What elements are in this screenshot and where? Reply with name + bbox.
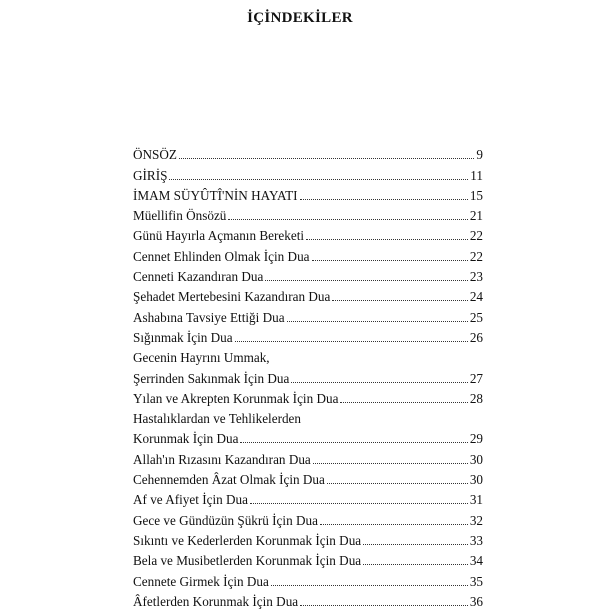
dot-leader <box>327 471 468 484</box>
toc-entry-title: Hastalıklardan ve Tehlikelerden <box>133 411 302 427</box>
toc-entry-title: Sıkıntı ve Kederlerden Korunmak İçin Dua <box>133 532 362 548</box>
toc-entry <box>133 143 483 163</box>
dot-leader <box>235 329 468 342</box>
toc-entry-title: Cennete Girmek İçin Dua <box>133 573 269 589</box>
toc-entry <box>133 204 483 224</box>
toc-entry-page-number: 33 <box>469 532 483 548</box>
toc-entry-title: Cennet Ehlinden Olmak İçin Dua <box>133 248 310 264</box>
toc-entry-title: Cenneti Kazandıran Dua <box>133 269 264 285</box>
toc-entry-title: Korunmak İçin Dua <box>133 431 239 447</box>
toc-entry <box>133 549 483 569</box>
toc-entry <box>133 447 483 467</box>
toc-entry <box>133 366 483 386</box>
toc-entry-page-number: 30 <box>469 451 483 467</box>
toc-entry-page-number: 22 <box>469 248 483 264</box>
toc-entry <box>133 326 483 346</box>
dot-leader <box>179 146 474 159</box>
toc-entry <box>133 387 483 407</box>
toc-entry-page-number: 21 <box>469 208 483 224</box>
toc-entry-page-number: 9 <box>476 147 483 163</box>
toc-entry-title: Cehennemden Âzat Olmak İçin Dua <box>133 472 325 488</box>
toc-entry-title: Gecenin Hayrını Ummak, <box>133 350 270 366</box>
toc-entry <box>133 508 483 528</box>
toc-entry-page-number: 31 <box>469 492 483 508</box>
toc-entry <box>133 305 483 325</box>
dot-leader <box>363 532 468 545</box>
toc-entry-title: ÖNSÖZ <box>133 147 177 163</box>
toc-entry <box>133 184 483 204</box>
toc-entry <box>133 224 483 244</box>
toc-entry-page-number: 15 <box>469 187 483 203</box>
dot-leader <box>250 491 468 504</box>
dot-leader <box>300 593 468 606</box>
dot-leader <box>320 512 468 525</box>
toc-entry-page-number: 28 <box>469 390 483 406</box>
toc-entry-page-number: 30 <box>469 472 483 488</box>
dot-leader <box>363 552 468 565</box>
toc-entry-title: Şehadet Mertebesini Kazandıran Dua <box>133 289 331 305</box>
toc-entry-page-number: 27 <box>469 370 483 386</box>
toc-entry <box>133 569 483 589</box>
toc-entry <box>133 285 483 305</box>
toc-entry-page-number: 36 <box>469 593 483 609</box>
dot-leader <box>340 390 467 403</box>
dot-leader <box>300 187 468 200</box>
toc-entry-page-number: 24 <box>469 289 483 305</box>
toc-entry-title: GİRİŞ <box>133 167 168 183</box>
toc-entry <box>133 346 483 366</box>
toc-entry-page-number: 23 <box>469 269 483 285</box>
toc-entry-page-number: 29 <box>469 431 483 447</box>
toc-entry-page-number: 11 <box>470 167 483 183</box>
dot-leader <box>169 167 468 180</box>
toc-entry-page-number: 32 <box>469 512 483 528</box>
toc-entry-page-number: 22 <box>469 228 483 244</box>
toc-entry <box>133 529 483 549</box>
toc-entry <box>133 163 483 183</box>
toc-entry-title: Gece ve Gündüzün Şükrü İçin Dua <box>133 512 318 528</box>
toc-entry-title: Sığınmak İçin Dua <box>133 329 233 345</box>
toc-entry <box>133 488 483 508</box>
dot-leader <box>312 248 468 261</box>
dot-leader <box>228 207 467 220</box>
dot-leader <box>306 227 468 240</box>
toc-entry <box>133 427 483 447</box>
toc-entry-title: Müellifin Önsözü <box>133 208 227 224</box>
dot-leader <box>332 288 467 301</box>
toc-entry-title: Af ve Afiyet İçin Dua <box>133 492 248 508</box>
toc-entry <box>133 468 483 488</box>
toc-entry-page-number: 26 <box>469 329 483 345</box>
toc-entry-page-number: 34 <box>469 553 483 569</box>
toc-entry <box>133 265 483 285</box>
toc-entry-title: Şerrinden Sakınmak İçin Dua <box>133 370 290 386</box>
toc-entry-page-number: 25 <box>469 309 483 325</box>
table-of-contents <box>133 143 483 610</box>
dot-leader <box>313 451 468 464</box>
toc-entry-page-number: 35 <box>469 573 483 589</box>
toc-entry <box>133 244 483 264</box>
dot-leader <box>287 309 468 322</box>
toc-entry-title: Âfetlerden Korunmak İçin Dua <box>133 593 299 609</box>
toc-entry-title: Günü Hayırla Açmanın Bereketi <box>133 228 305 244</box>
dot-leader <box>271 573 468 586</box>
toc-entry-title: Allah'ın Rızasını Kazandıran Dua <box>133 451 311 467</box>
toc-entry <box>133 407 483 427</box>
toc-entry-title: İMAM SÜYÛTÎ'NİN HAYATI <box>133 187 298 203</box>
toc-entry-title: Ashabına Tavsiye Ettiği Dua <box>133 309 285 325</box>
dot-leader <box>265 268 467 281</box>
page-title: İÇİNDEKİLER <box>247 10 353 26</box>
dot-leader <box>240 430 467 443</box>
dot-leader <box>291 370 467 383</box>
toc-entry-title: Yılan ve Akrepten Korunmak İçin Dua <box>133 390 339 406</box>
toc-entry-title: Bela ve Musibetlerden Korunmak İçin Dua <box>133 553 362 569</box>
